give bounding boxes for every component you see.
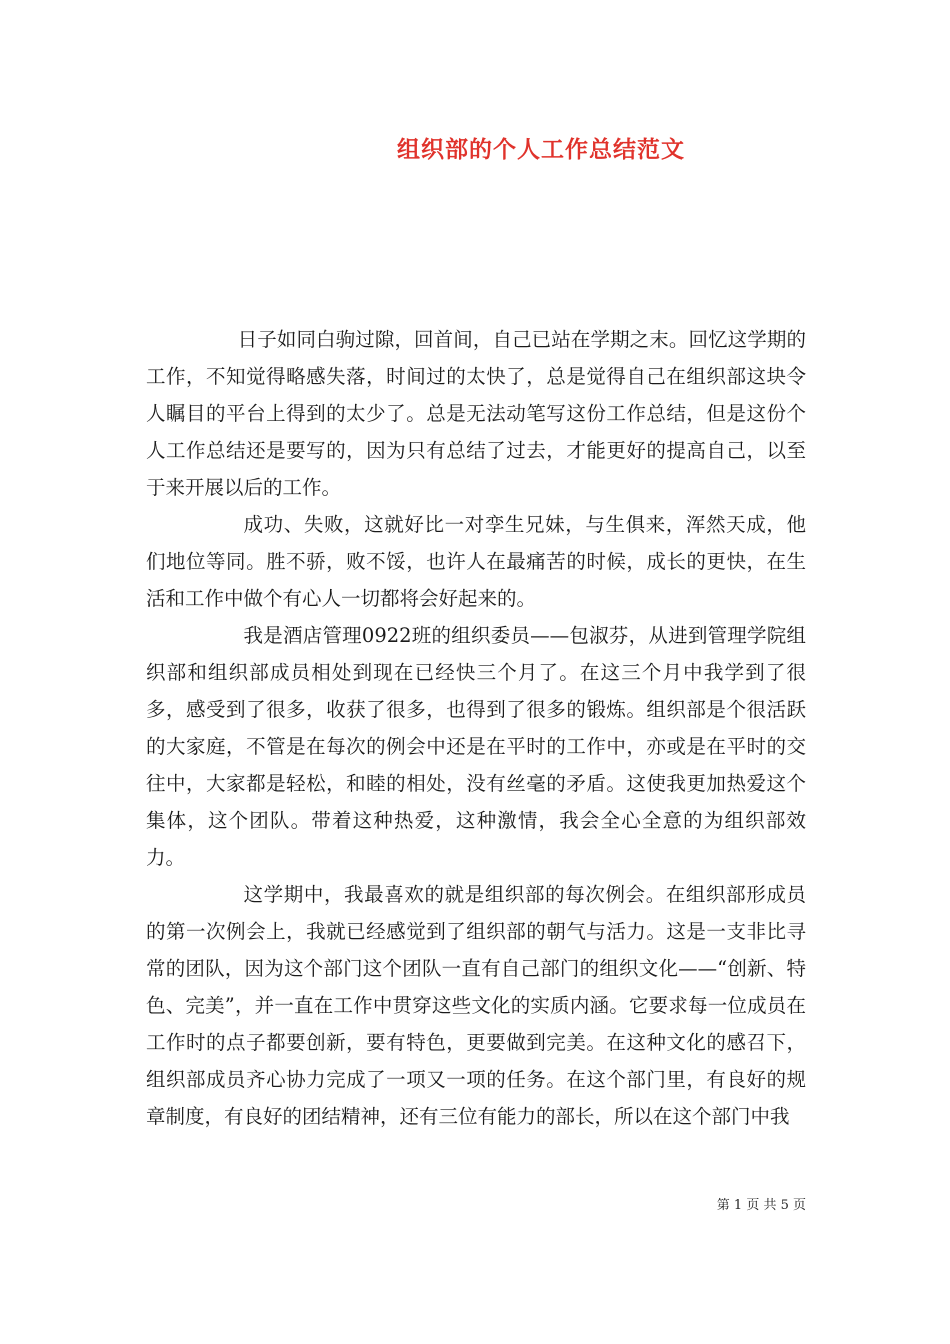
paragraph-3: 我是酒店管理0922班的组织委员——包淑芬，从进到管理学院组织部和组织部成员相处到现在已经快三个月了。在这三个月中我学到了很多，感受到了很多，收获了很多，也得到了很多的锻炼。组织部是个很活跃的大家庭，不管是在每次的例会中还是在平时的工作中，亦或是在平时的交往中，大家都是轻松，和睦的相处，没有丝毫的矛盾。这使我更加热爱这个集体，这个团队。带着这种热爱，这种激情，我会全心全意的为组织部效力。 (146, 624, 806, 869)
paragraph-1: 日子如同白驹过隙，回首间，自己已站在学期之末。回忆这学期的工作，不知觉得略感失落，时间过的太快了，总是觉得自己在组织部这块令人瞩目的平台上得到的太少了。总是无法动笔写这份工作总结，但是这份个人工作总结还是要写的，因为只有总结了过去，才能更好的提高自己，以至于来开展以后的工作。 (146, 328, 806, 499)
document-title: 组织部的个人工作总结范文 (397, 136, 685, 163)
document-body (146, 321, 806, 1135)
page-number: 第 1 页 共 5 页 (716, 1198, 806, 1213)
paragraph-4: 这学期中，我最喜欢的就是组织部的每次例会。在组织部形成员的第一次例会上，我就已经感觉到了组织部的朝气与活力。这是一支非比寻常的团队，因为这个部门这个团队一直有自己部门的组织文化——“创新、特色、完美”，并一直在工作中贯穿这些文化的实质内涵。它要求每一位成员在工作时的点子都要创新，要有特色，更要做到完美。在这种文化的感召下，组织部成员齐心协力完成了一项又一项的任务。在这个部门里，有良好的规章制度，有良好的团结精神，还有三位有能力的部长，所以在这个部门中我 (146, 883, 806, 1128)
paragraph-2: 成功、失败，这就好比一对孪生兄妹，与生俱来，浑然天成，他们地位等同。胜不骄，败不馁，也许人在最痛苦的时候，成长的更快，在生活和工作中做个有心人一切都将会好起来的。 (146, 513, 806, 610)
